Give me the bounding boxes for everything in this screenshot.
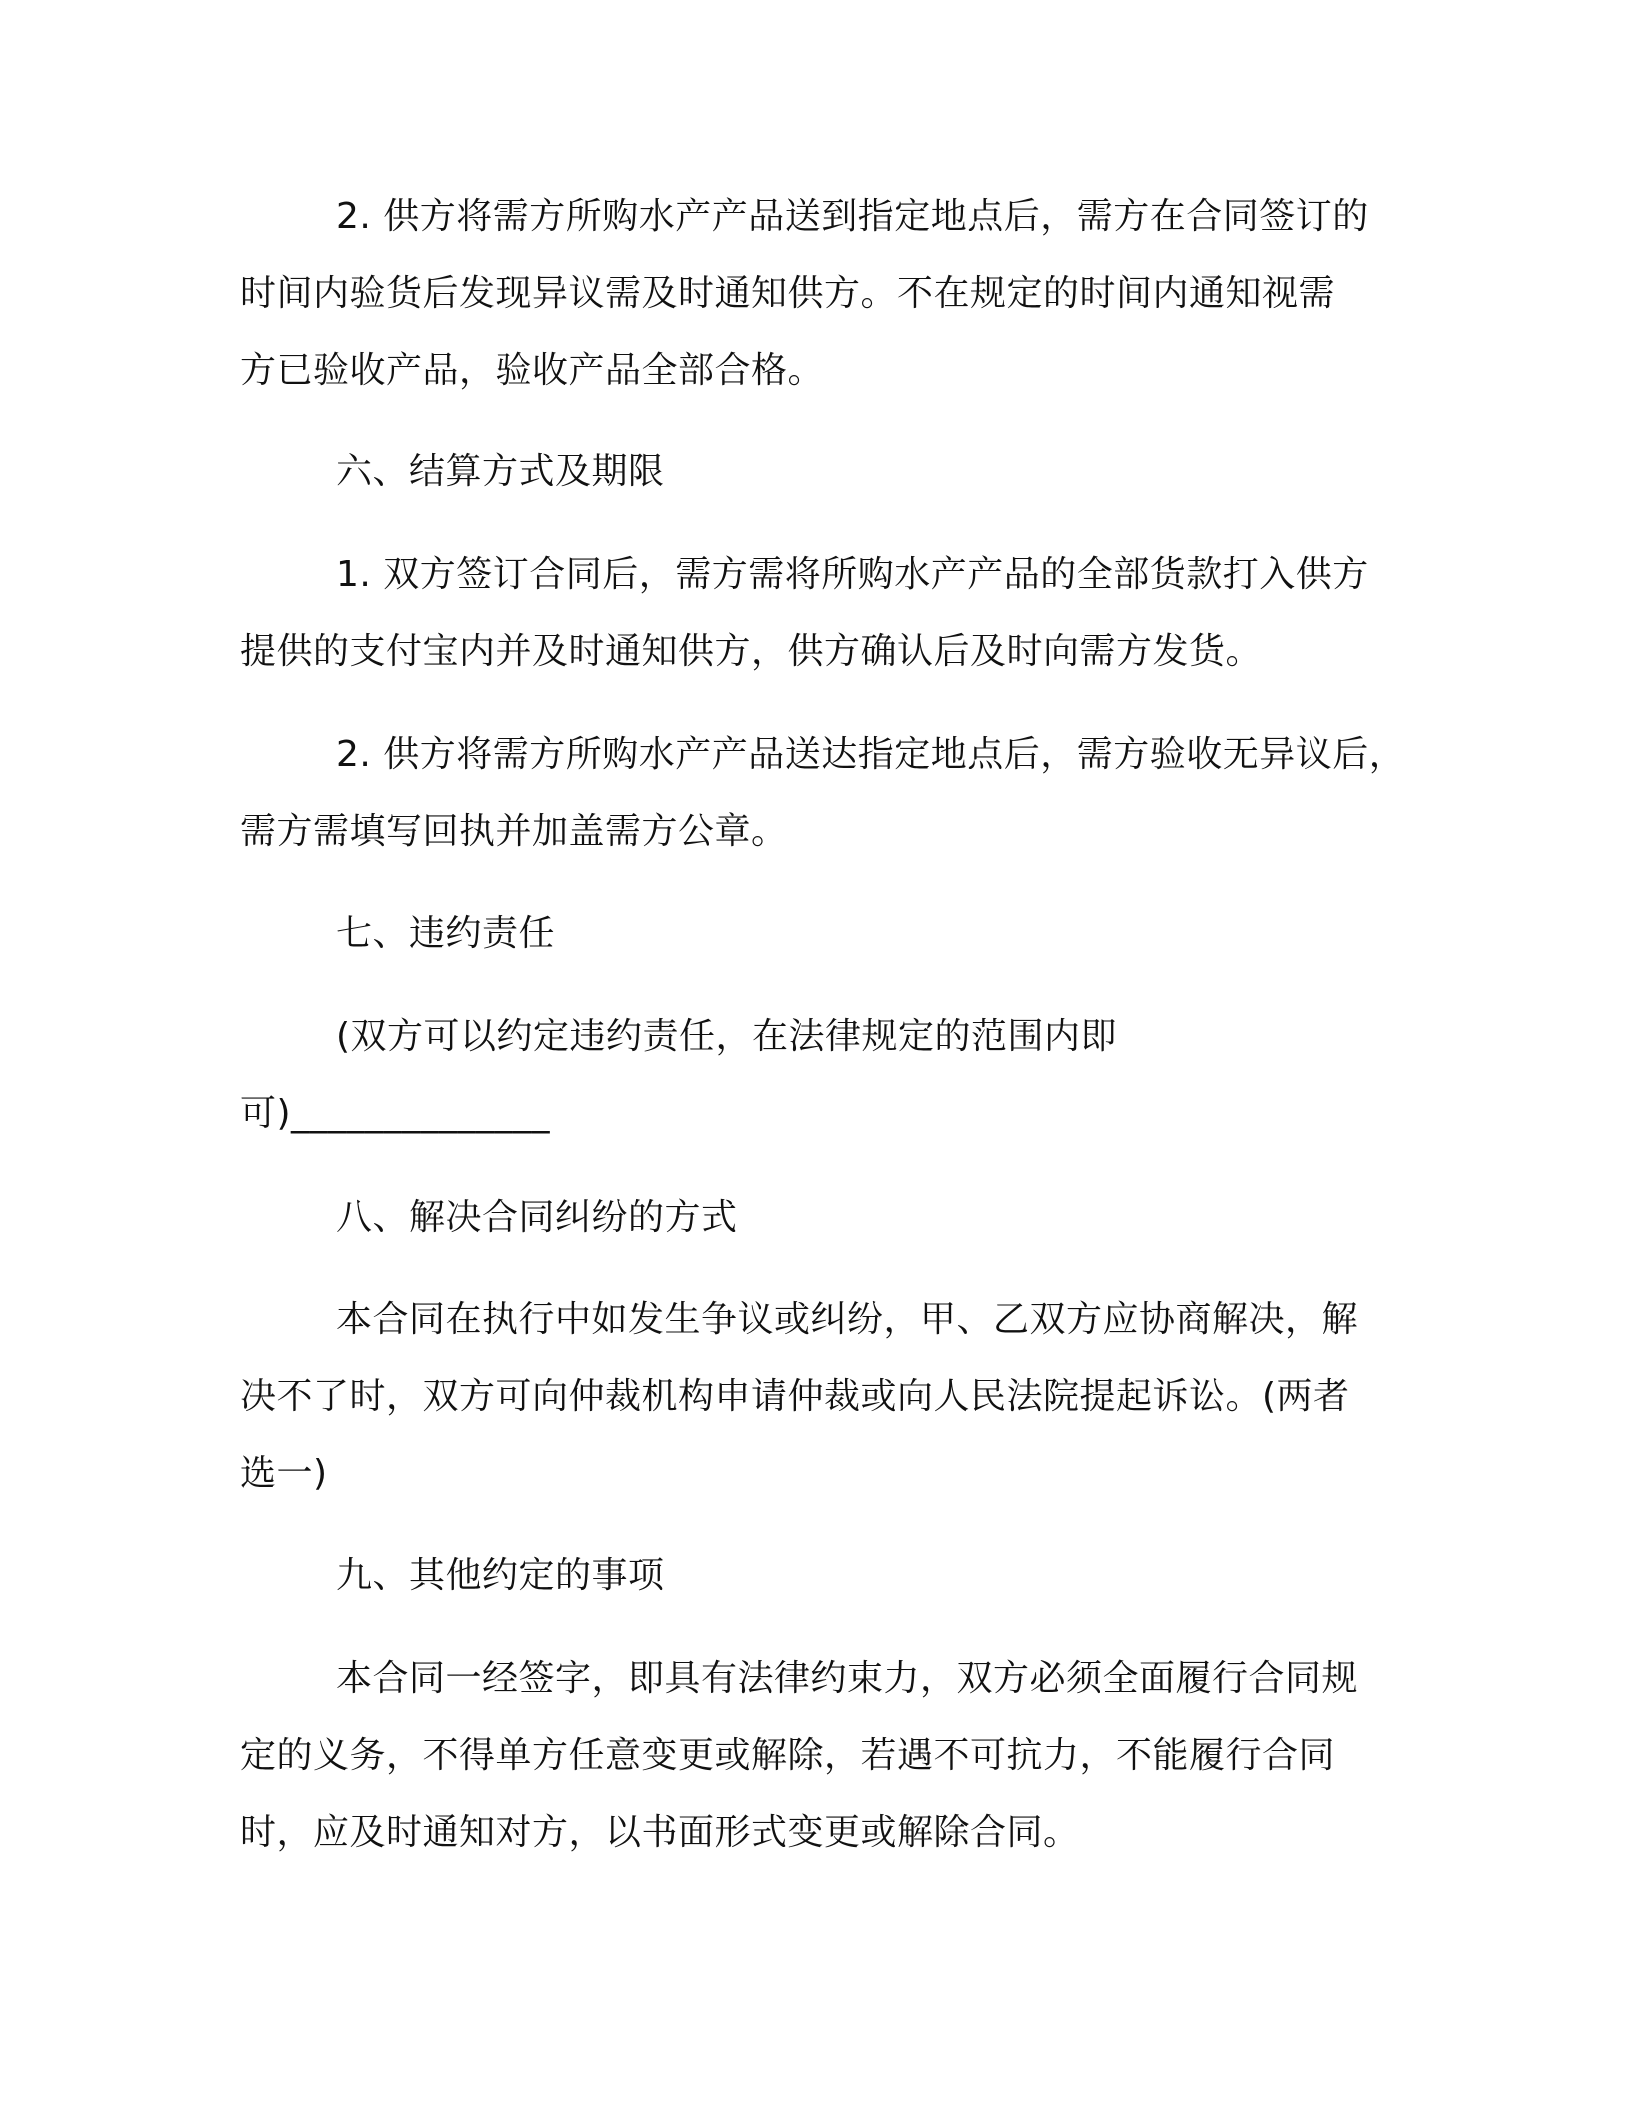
- section-heading: 八、解决合同纠纷的方式: [336, 1197, 738, 1238]
- paragraph-line: 需方需填写回执并加盖需方公章。: [240, 811, 788, 852]
- section-heading: 九、其他约定的事项: [336, 1555, 665, 1596]
- paragraph-line: 1. 双方签订合同后，需方需将所购水产产品的全部货款打入供方: [336, 554, 1369, 595]
- paragraph-line: 可)______________: [240, 1093, 551, 1134]
- paragraph-line: 定的义务，不得单方任意变更或解除，若遇不可抗力，不能履行合同: [240, 1735, 1336, 1776]
- paragraph-line: 本合同一经签字，即具有法律约束力，双方必须全面履行合同规: [336, 1658, 1359, 1699]
- paragraph-line: 方已验收产品，验收产品全部合格。: [240, 350, 825, 391]
- paragraph-line: 提供的支付宝内并及时通知供方，供方确认后及时向需方发货。: [240, 631, 1263, 672]
- paragraph-line: 2. 供方将需方所购水产产品送达指定地点后，需方验收无异议后，: [336, 734, 1406, 775]
- paragraph-line: 时，应及时通知对方，以书面形式变更或解除合同。: [240, 1812, 1080, 1853]
- paragraph-line: (双方可以约定违约责任，在法律规定的范围内即: [336, 1016, 1118, 1057]
- paragraph-line: 本合同在执行中如发生争议或纠纷，甲、乙双方应协商解决，解: [336, 1299, 1359, 1340]
- paragraph-line: 2. 供方将需方所购水产产品送到指定地点后，需方在合同签订的: [336, 196, 1369, 237]
- section-heading: 六、结算方式及期限: [336, 451, 665, 492]
- section-heading: 七、违约责任: [336, 913, 556, 954]
- paragraph-line: 时间内验货后发现异议需及时通知供方。不在规定的时间内通知视需: [240, 273, 1336, 314]
- paragraph-line: 选一): [240, 1453, 328, 1494]
- paragraph-line: 决不了时，双方可向仲裁机构申请仲裁或向人民法院提起诉讼。(两者: [240, 1376, 1350, 1417]
